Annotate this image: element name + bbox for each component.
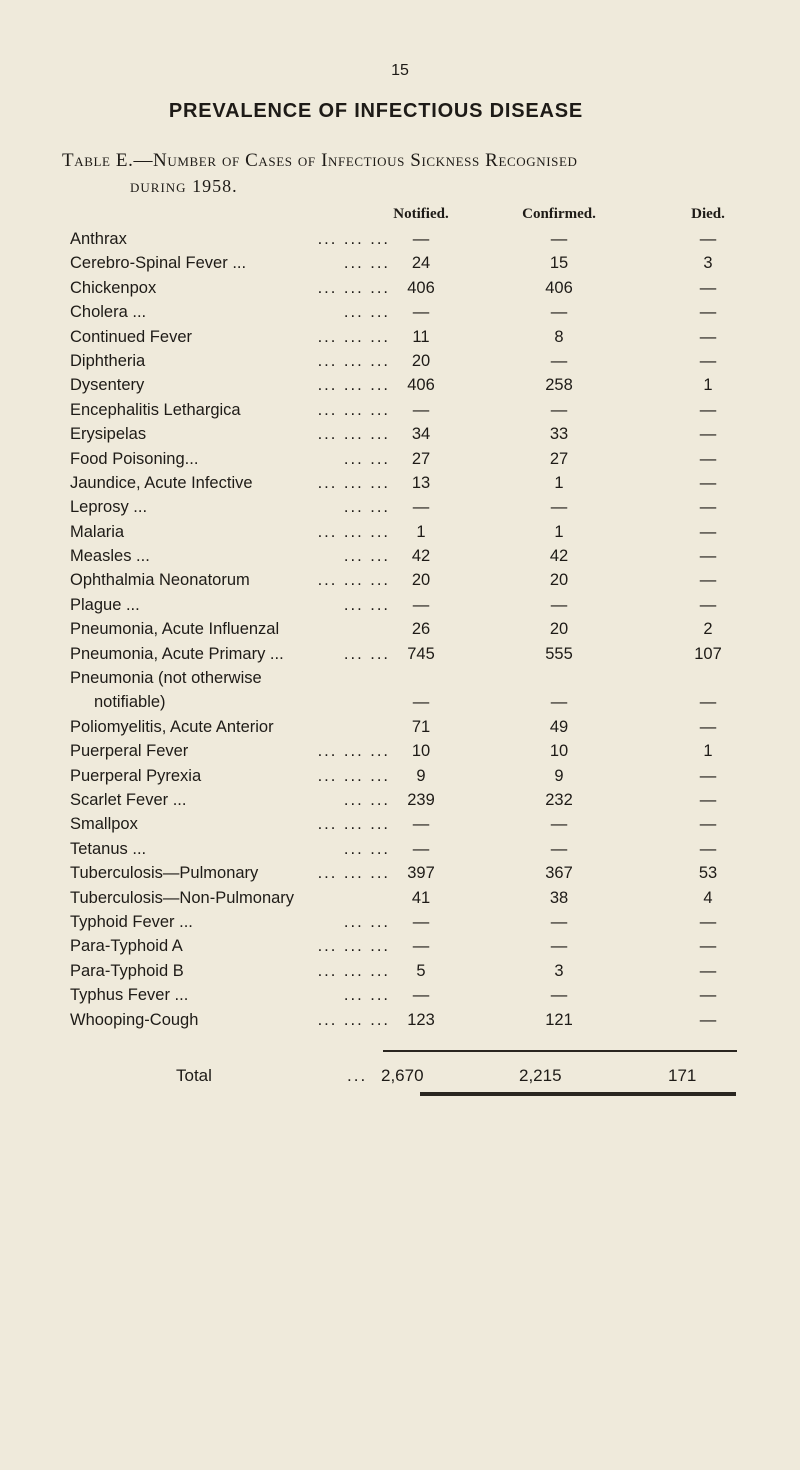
disease-name: Pneumonia (not otherwise [70,669,262,688]
disease-name: Smallpox [70,815,138,834]
table-row [0,645,800,669]
cell-died: — [699,449,717,468]
cell-died: — [699,571,717,590]
caption-year: 1958. [192,176,238,196]
leader-dots: ... ... [343,449,390,468]
cell-confirmed: 1 [554,473,564,492]
table-row [0,937,800,961]
leader-dots: ... ... [343,254,390,273]
cell-notified: 5 [416,961,426,980]
table-caption-year-line [130,176,238,197]
disease-name: Puerperal Pyrexia [70,766,202,785]
cell-confirmed: — [550,351,568,370]
disease-name: Malaria [70,522,125,541]
disease-name: Poliomyelitis, Acute Anterior [70,717,274,736]
leader-dots: ... ... ... [317,230,390,248]
cell-died: — [699,351,717,370]
leader-dots: ... ... [343,644,390,663]
disease-name: Cholera ... [70,303,147,322]
cell-notified: — [412,498,430,517]
cell-died: — [699,717,717,736]
page-number: 15 [391,62,409,79]
cell-notified: 397 [407,864,435,883]
disease-name: Anthrax [70,230,127,248]
table-row [0,767,800,791]
cell-notified: 41 [411,888,431,907]
cell-notified: 9 [416,766,426,785]
leader-dots: ... ... [343,791,390,809]
table-caption: Table E.—Number of Cases of Infectious Sickness Recognised [62,150,578,171]
table-row [0,620,800,644]
cell-notified: 239 [407,791,435,809]
leader-dots: ... ... ... [317,278,390,297]
cell-confirmed: 367 [545,864,573,883]
cell-notified: 20 [411,571,431,590]
disease-name: Scarlet Fever ... [70,791,187,809]
cell-died: — [699,912,717,931]
disease-name: Para-Typhoid B [70,961,184,980]
cell-confirmed: 258 [545,376,573,395]
table-row [0,742,800,766]
table-row [0,450,800,474]
cell-died: — [699,522,717,541]
cell-confirmed: 406 [545,278,573,297]
cell-notified: — [412,839,430,858]
cell-confirmed: 27 [549,449,569,468]
cell-died: — [699,986,717,1005]
cell-died: — [699,230,717,248]
cell-died: 2 [703,620,713,639]
cell-died: — [699,327,717,346]
cell-confirmed: 15 [549,254,569,273]
cell-notified: 10 [411,742,431,761]
cell-confirmed: — [550,595,568,614]
disease-name: Typhoid Fever ... [70,912,193,931]
cell-died: — [699,766,717,785]
cell-died: — [699,693,717,712]
cell-confirmed: 232 [545,791,573,809]
table-row [0,498,800,522]
disease-name: Jaundice, Acute Infective [70,473,253,492]
cell-confirmed: 555 [545,644,573,663]
table-row [0,474,800,498]
cell-died: — [699,595,717,614]
total-confirmed: 2,215 [519,1066,562,1085]
cell-notified: — [412,986,430,1005]
disease-name: Cerebro-Spinal Fever ... [70,254,247,273]
cell-notified: — [412,303,430,322]
cell-notified: 27 [411,449,431,468]
table-row [0,328,800,352]
cell-confirmed: 42 [549,547,569,566]
cell-confirmed: — [550,986,568,1005]
table-row [0,718,800,742]
cell-died: 1 [703,742,713,761]
cell-notified: — [412,937,430,956]
table-row [0,840,800,864]
cell-notified: — [412,912,430,931]
leader-dots: ... ... [343,912,390,931]
cell-died: — [699,400,717,419]
cell-died: — [699,303,717,322]
leader-dots: ... ... [343,303,390,322]
disease-name: Dysentery [70,376,145,395]
cell-notified: 11 [412,327,430,346]
cell-confirmed: — [550,937,568,956]
cell-died: — [699,473,717,492]
leader-dots: ... ... ... [317,473,390,492]
disease-name: Ophthalmia Neonatorum [70,571,250,590]
cell-confirmed: — [550,912,568,931]
total-row [0,1066,800,1090]
cell-confirmed: 20 [549,620,569,639]
leader-dots: ... ... ... [317,766,390,785]
leader-dots: ... ... [343,986,390,1005]
cell-died: 107 [694,644,722,663]
cell-confirmed: — [550,400,568,419]
cell-confirmed: 1 [554,522,564,541]
cell-died: — [699,961,717,980]
disease-name: Pneumonia, Acute Primary ... [70,644,284,663]
disease-name: Leprosy ... [70,498,148,517]
leader-dots: ... ... ... [317,522,390,541]
column-header-died: Died. [691,206,725,222]
table-row [0,523,800,547]
table-row [0,669,800,718]
caption-during: during [130,176,187,196]
leader-dots: ... ... ... [317,571,390,590]
table-row [0,230,800,254]
disease-name: Diphtheria [70,351,146,370]
cell-died: — [699,425,717,444]
table-row [0,596,800,620]
bottom-rule [420,1092,736,1096]
cell-confirmed: — [550,693,568,712]
table-row [0,303,800,327]
cell-confirmed: 8 [554,327,564,346]
disease-name: Continued Fever [70,327,192,346]
table-row [0,791,800,815]
cell-notified: 13 [411,473,431,492]
leader-dots: ... ... ... [317,425,390,444]
leader-dots: ... ... ... [317,351,390,370]
total-notified: 2,670 [381,1066,424,1085]
cell-notified: 71 [411,717,431,736]
disease-name: Chickenpox [70,278,157,297]
disease-name: Para-Typhoid A [70,937,183,956]
leader-dots: ... ... ... [317,1010,390,1029]
table-row [0,279,800,303]
cell-died: 4 [703,888,713,907]
cell-died: — [699,839,717,858]
cell-died: — [699,1010,717,1029]
leader-dots: ... ... ... [317,864,390,883]
cell-notified: 1 [416,522,426,541]
total-rule [383,1050,737,1052]
table-row [0,1011,800,1035]
cell-notified: — [412,230,430,248]
total-leader: ... [347,1066,368,1085]
table-row [0,986,800,1010]
cell-confirmed: 3 [554,961,564,980]
disease-name: Tuberculosis—Non-Pulmonary [70,888,295,907]
total-label: Total [176,1066,212,1085]
table-row [0,401,800,425]
disease-name: Erysipelas [70,425,147,444]
cell-confirmed: 9 [554,766,564,785]
cell-confirmed: — [550,815,568,834]
leader-dots: ... ... ... [317,376,390,395]
table-row [0,889,800,913]
table-row [0,547,800,571]
disease-name: Puerperal Fever [70,742,189,761]
disease-name: Typhus Fever ... [70,986,189,1005]
cell-notified: 26 [411,620,431,639]
cell-notified: 406 [407,376,435,395]
leader-dots: ... ... ... [317,400,390,419]
cell-died: — [699,815,717,834]
cell-notified: 406 [407,278,435,297]
disease-name: Plague ... [70,595,140,614]
leader-dots: ... ... ... [317,742,390,761]
cell-confirmed: 49 [549,717,569,736]
cell-confirmed: — [550,303,568,322]
cell-died: — [699,937,717,956]
table-row [0,815,800,839]
total-died: 171 [668,1066,697,1085]
cell-confirmed: 20 [549,571,569,590]
leader-dots: ... ... ... [317,961,390,980]
table-row [0,864,800,888]
leader-dots: ... ... [343,498,390,517]
leader-dots: ... ... [343,839,390,858]
cell-died: — [699,547,717,566]
leader-dots: ... ... ... [317,815,390,834]
page-title: PREVALENCE OF INFECTIOUS DISEASE [168,100,584,122]
table-row [0,352,800,376]
leader-dots: ... ... [343,547,390,566]
cell-died: 1 [703,376,713,395]
cell-confirmed: 38 [549,888,569,907]
disease-name: Encephalitis Lethargica [70,400,241,419]
cell-died: — [699,791,717,809]
table-row [0,962,800,986]
cell-confirmed: 10 [549,742,569,761]
table-row [0,571,800,595]
disease-name: Tetanus ... [70,839,147,858]
disease-name: Measles ... [70,547,150,566]
cell-notified: 745 [407,644,435,663]
disease-name: Tuberculosis—Pulmonary [70,864,259,883]
disease-name: Whooping-Cough [70,1010,199,1029]
table-row [0,254,800,278]
cell-confirmed: — [550,230,568,248]
disease-name: Pneumonia, Acute Influenzal [70,620,280,639]
cell-notified: 20 [411,351,431,370]
leader-dots: ... ... ... [317,327,390,346]
cell-notified: — [412,400,430,419]
table-row [0,376,800,400]
table-row [0,425,800,449]
cell-died: 3 [703,254,713,273]
cell-notified: — [412,595,430,614]
cell-died: — [699,498,717,517]
leader-dots: ... ... ... [317,937,390,956]
cell-confirmed: — [550,498,568,517]
disease-name-continued: notifiable) [94,693,166,712]
leader-dots: ... ... [343,595,390,614]
cell-died: 53 [698,864,718,883]
cell-notified: — [412,815,430,834]
cell-notified: 123 [407,1010,435,1029]
cell-notified: 24 [411,254,431,273]
cell-confirmed: 33 [549,425,569,444]
cell-notified: 42 [411,547,431,566]
column-header-confirmed: Confirmed. [522,206,596,222]
column-header-notified: Notified. [393,206,449,222]
disease-name: Food Poisoning... [70,449,199,468]
cell-notified: — [412,693,430,712]
cell-confirmed: 121 [545,1010,573,1029]
disease-table [0,230,800,1035]
cell-died: — [699,278,717,297]
cell-confirmed: — [550,839,568,858]
table-row [0,913,800,937]
cell-notified: 34 [411,425,431,444]
